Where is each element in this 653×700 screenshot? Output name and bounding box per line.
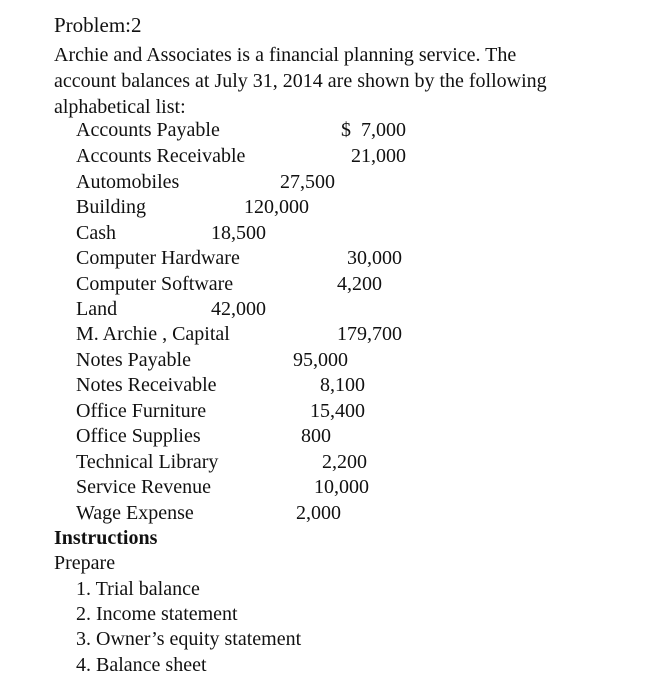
account-amount: 800 <box>301 425 331 447</box>
account-amount: 8,100 <box>320 374 365 396</box>
account-row-computer-software <box>0 272 653 297</box>
account-row-notes-receivable <box>0 373 653 398</box>
account-amount: $ 7,000 <box>341 119 406 141</box>
account-amount: 2,000 <box>296 502 341 524</box>
intro-line: account balances at July 31, 2014 are shown by the following <box>54 70 547 92</box>
account-name: Accounts Payable <box>76 119 220 141</box>
account-name: Notes Payable <box>76 349 191 371</box>
account-amount: 95,000 <box>293 349 348 371</box>
account-amount: 21,000 <box>351 145 406 167</box>
instructions-heading: Instructions <box>54 527 158 549</box>
account-row-accounts-payable <box>0 118 653 143</box>
account-name: Cash <box>76 222 116 244</box>
account-row-technical-library <box>0 450 653 475</box>
account-name: Office Furniture <box>76 400 207 422</box>
account-name: Technical Library <box>76 451 219 473</box>
account-amount: 15,400 <box>310 400 365 422</box>
instructions-prepare: Prepare <box>54 552 116 574</box>
account-row-accounts-receivable <box>0 144 653 169</box>
account-name: Automobiles <box>76 171 180 193</box>
account-row-building <box>0 195 653 220</box>
account-name: Computer Software <box>76 273 234 295</box>
account-row-cash <box>0 221 653 246</box>
account-amount: 10,000 <box>314 476 369 498</box>
account-name: Notes Receivable <box>76 374 217 396</box>
account-amount: 179,700 <box>337 323 402 345</box>
account-row-office-furniture <box>0 399 653 424</box>
account-amount: 18,500 <box>211 222 266 244</box>
account-row-automobiles <box>0 170 653 195</box>
account-amount: 2,200 <box>322 451 367 473</box>
account-amount: 42,000 <box>211 298 266 320</box>
account-name: Service Revenue <box>76 476 211 498</box>
account-name: M. Archie , Capital <box>76 323 230 345</box>
account-amount: 30,000 <box>347 247 402 269</box>
account-name: Building <box>76 196 147 218</box>
instruction-step: 3. Owner’s equity statement <box>76 628 302 650</box>
account-amount: 120,000 <box>244 196 309 218</box>
account-amount: 27,500 <box>280 171 335 193</box>
intro-line: alphabetical list: <box>54 96 186 118</box>
account-row-office-supplies <box>0 424 653 449</box>
account-name: Land <box>76 298 118 320</box>
instruction-step: 1. Trial balance <box>76 578 200 600</box>
account-amount: 4,200 <box>337 273 382 295</box>
intro-line: Archie and Associates is a financial planning service. The <box>54 44 517 66</box>
account-row-capital <box>0 322 653 347</box>
problem-title: Problem:2 <box>54 13 142 37</box>
account-row-service-revenue <box>0 475 653 500</box>
account-row-wage-expense <box>0 501 653 526</box>
account-row-land <box>0 297 653 322</box>
account-name: Wage Expense <box>76 502 194 524</box>
account-row-notes-payable <box>0 348 653 373</box>
instruction-step: 2. Income statement <box>76 603 238 625</box>
account-name: Computer Hardware <box>76 247 240 269</box>
account-name: Office Supplies <box>76 425 201 447</box>
account-name: Accounts Receivable <box>76 145 246 167</box>
account-row-computer-hardware <box>0 246 653 271</box>
instruction-step: 4. Balance sheet <box>76 654 207 676</box>
